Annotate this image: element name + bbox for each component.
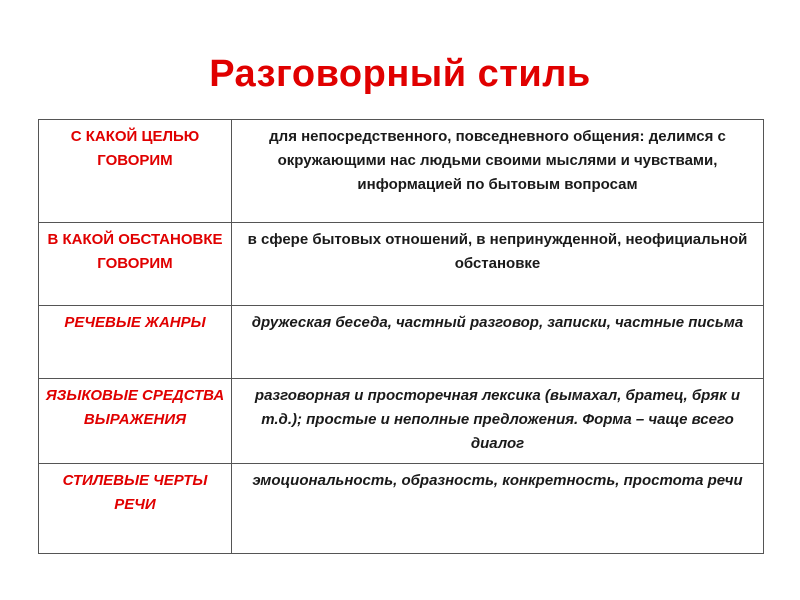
row-label-language-means: ЯЗЫКОВЫЕ СРЕДСТВА ВЫРАЖЕНИЯ — [39, 379, 232, 464]
row-text-genres: дружеская беседа, частный разговор, записки, частные письма — [232, 306, 764, 379]
table-row — [39, 464, 764, 554]
slide-title: Разговорный стиль — [209, 53, 591, 95]
row-label-setting: В КАКОЙ ОБСТАНОВКЕ ГОВОРИМ — [39, 223, 232, 306]
table-row — [39, 120, 764, 223]
table-row — [39, 379, 764, 464]
row-text-purpose: для непосредственного, повседневного общения: делимся с окружающими нас людьми своими мыслями и чувствами, информацией по бытовым вопросам — [232, 120, 764, 223]
table-row — [39, 306, 764, 379]
row-text-style-features: эмоциональность, образность, конкретность, простота речи — [232, 464, 764, 554]
row-text-language-means: разговорная и просторечная лексика (вымахал, братец, бряк и т.д.); простые и неполные предложения. Форма – чаще всего диалог — [232, 379, 764, 464]
row-label-style-features: СТИЛЕВЫЕ ЧЕРТЫ РЕЧИ — [39, 464, 232, 554]
row-text-setting: в сфере бытовых отношений, в непринужденной, неофициальной обстановке — [232, 223, 764, 306]
row-label-purpose: С КАКОЙ ЦЕЛЬЮ ГОВОРИМ — [39, 120, 232, 223]
row-label-genres: РЕЧЕВЫЕ ЖАНРЫ — [39, 306, 232, 379]
table-row — [39, 223, 764, 306]
style-table — [38, 119, 764, 554]
